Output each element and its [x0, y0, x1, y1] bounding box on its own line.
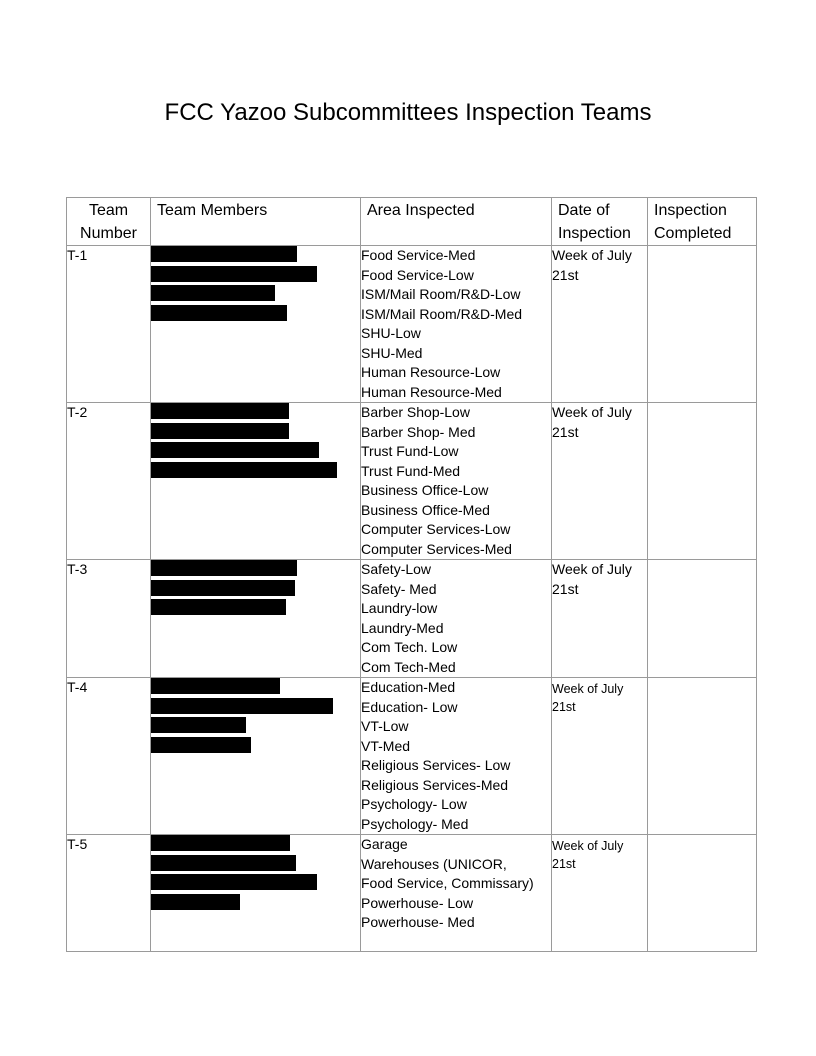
area-item: Human Resource-Med: [361, 383, 502, 400]
table-row: [67, 560, 757, 678]
team-number-cell: T-3: [67, 560, 151, 678]
area-item: Religious Services- Low: [361, 757, 511, 773]
area-item: Safety-Low: [361, 561, 432, 577]
redacted-member-name: [151, 678, 280, 694]
area-item: Education- Low: [361, 698, 458, 715]
area-item: Psychology- Med: [361, 815, 469, 832]
table-row: [67, 246, 757, 403]
header-team-number: Team Number: [67, 198, 151, 246]
area-item: Human Resource-Low: [361, 364, 501, 380]
redacted-member-name: [151, 599, 286, 615]
redacted-member-name: [151, 423, 289, 439]
team-number-cell: T-4: [67, 678, 151, 835]
redacted-member-name: [151, 246, 297, 262]
redacted-member-name: [151, 442, 319, 458]
header-team-members: Team Members: [151, 198, 361, 246]
team-members-cell: [151, 403, 361, 560]
redacted-member-name: [151, 403, 289, 419]
inspection-completed-cell: [648, 835, 757, 952]
area-inspected-cell: [361, 560, 552, 678]
area-item: VT-Low: [361, 718, 409, 734]
area-item: SHU-Med: [361, 344, 423, 361]
area-item: Laundry-Med: [361, 619, 444, 636]
table-row: [67, 403, 757, 560]
date-of-inspection-cell: Week of July 21st: [552, 835, 648, 952]
area-item: Computer Services-Med: [361, 540, 512, 557]
area-item: Powerhouse- Med: [361, 914, 475, 930]
area-item: Computer Services-Low: [361, 521, 511, 537]
area-item: Education-Med: [361, 679, 456, 695]
team-members-cell: [151, 835, 361, 952]
redacted-member-name: [151, 737, 251, 753]
area-inspected-cell: [361, 835, 552, 952]
redacted-member-name: [151, 717, 246, 733]
area-item: Food Service-Low: [361, 266, 474, 283]
area-item: Powerhouse- Low: [361, 894, 474, 911]
table-header-row: [67, 198, 757, 246]
inspection-completed-cell: [648, 403, 757, 560]
area-item: Garage: [361, 836, 408, 852]
header-inspection-completed: Inspection Completed: [648, 198, 757, 246]
header-date-of-inspection: Date of Inspection: [552, 198, 648, 246]
team-number-cell: T-2: [67, 403, 151, 560]
redacted-member-name: [151, 305, 287, 321]
area-item: Com Tech. Low: [361, 639, 458, 655]
area-item: Trust Fund-Low: [361, 443, 459, 459]
area-item: ISM/Mail Room/R&D-Low: [361, 286, 521, 302]
area-item: Barber Shop-Low: [361, 404, 470, 420]
team-members-cell: [151, 560, 361, 678]
area-item: Business Office-Low: [361, 482, 489, 498]
inspection-completed-cell: [648, 678, 757, 835]
date-of-inspection-cell: Week of July 21st: [552, 403, 648, 560]
team-number-cell: T-1: [67, 246, 151, 403]
table-row: [67, 835, 757, 952]
inspection-completed-cell: [648, 560, 757, 678]
team-members-cell: [151, 678, 361, 835]
area-item: ISM/Mail Room/R&D-Med: [361, 305, 523, 322]
area-item: Food Service, Commissary): [361, 875, 534, 891]
redacted-member-name: [151, 285, 275, 301]
date-of-inspection-cell: Week of July 21st: [552, 678, 648, 835]
date-of-inspection-cell: Week of July 21st: [552, 246, 648, 403]
document-title: FCC Yazoo Subcommittees Inspection Teams: [164, 99, 652, 126]
redacted-member-name: [151, 894, 240, 910]
area-inspected-cell: [361, 246, 552, 403]
area-item: Religious Services-Med: [361, 776, 509, 793]
redacted-member-name: [151, 855, 296, 871]
area-item: Warehouses (UNICOR,: [361, 855, 507, 872]
inspection-teams-table: [66, 197, 757, 952]
area-item: Barber Shop- Med: [361, 423, 476, 440]
area-inspected-cell: [361, 678, 552, 835]
team-number-cell: T-5: [67, 835, 151, 952]
redacted-member-name: [151, 462, 337, 478]
redacted-member-name: [151, 874, 317, 890]
area-item: SHU-Low: [361, 325, 421, 341]
date-of-inspection-cell: Week of July 21st: [552, 560, 648, 678]
area-item: Laundry-low: [361, 600, 438, 616]
header-area-inspected: Area Inspected: [361, 198, 552, 246]
area-item: Food Service-Med: [361, 247, 476, 263]
redacted-member-name: [151, 580, 295, 596]
area-inspected-cell: [361, 403, 552, 560]
area-item: Trust Fund-Med: [361, 462, 461, 479]
redacted-member-name: [151, 560, 297, 576]
area-item: Com Tech-Med: [361, 658, 456, 675]
area-item: Business Office-Med: [361, 501, 490, 518]
redacted-member-name: [151, 835, 290, 851]
inspection-completed-cell: [648, 246, 757, 403]
area-item: Psychology- Low: [361, 796, 467, 812]
redacted-member-name: [151, 698, 333, 714]
area-item: VT-Med: [361, 737, 411, 754]
area-item: Safety- Med: [361, 580, 437, 597]
redacted-member-name: [151, 266, 317, 282]
table-row: [67, 678, 757, 835]
team-members-cell: [151, 246, 361, 403]
